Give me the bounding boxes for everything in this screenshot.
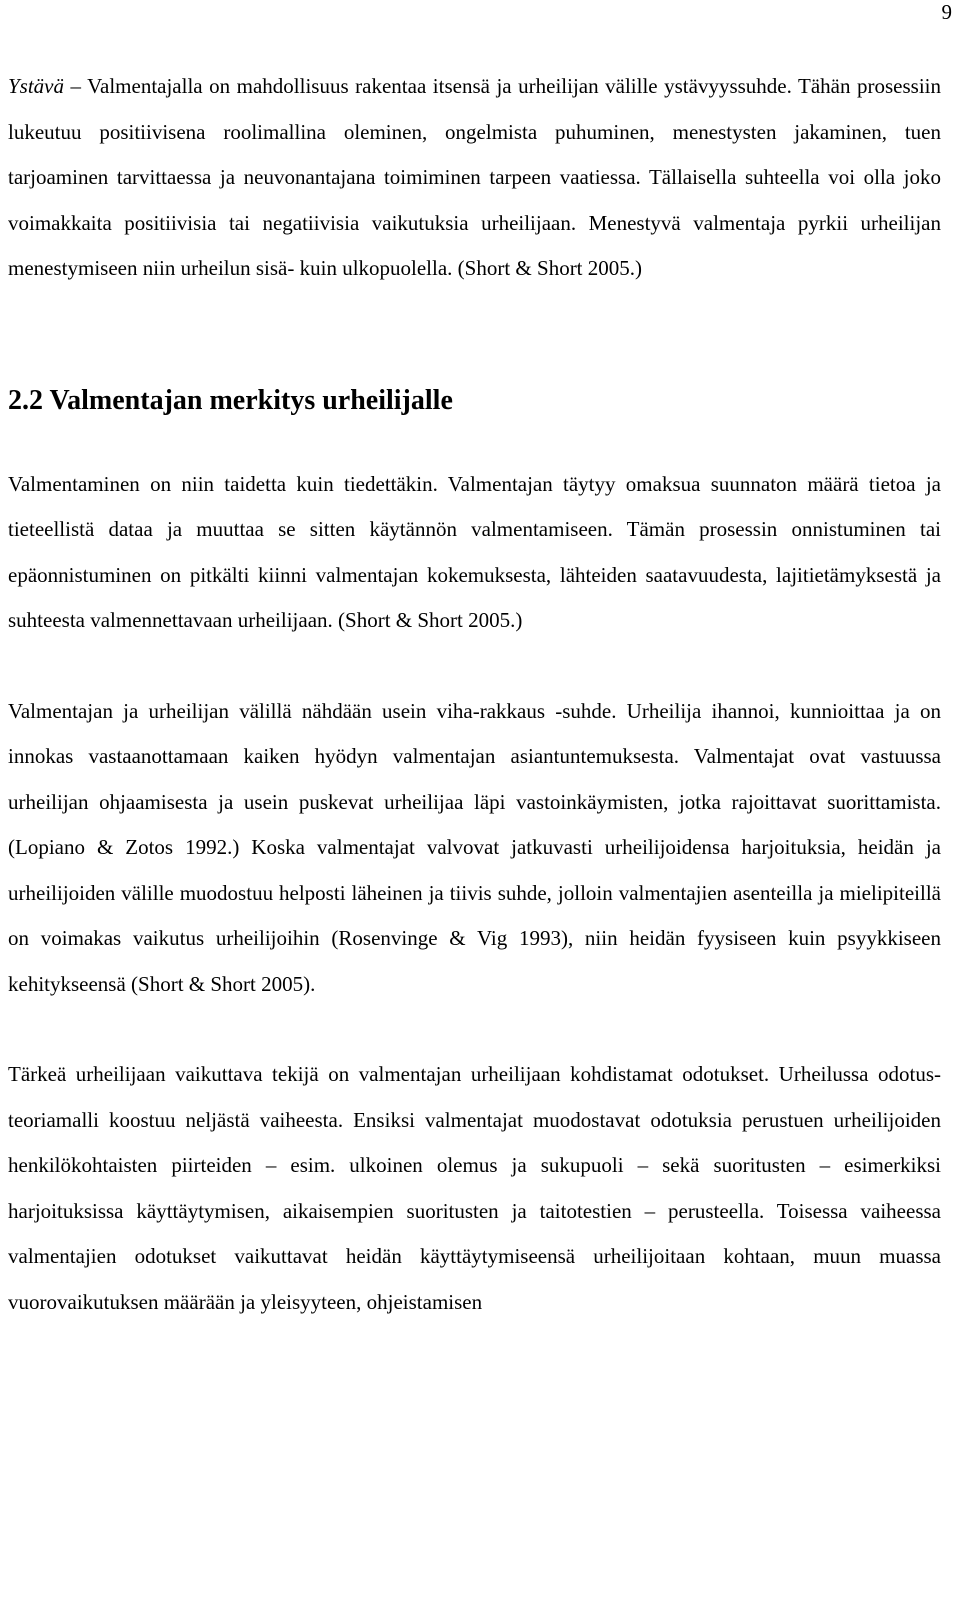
term-label: Ystävä xyxy=(8,74,65,98)
section-heading: 2.2 Valmentajan merkitys urheilijalle xyxy=(8,384,453,416)
body-paragraph-3: Tärkeä urheilijaan vaikuttava tekijä on valmentajan urheilijaan kohdistamat odotukset. Urheilussa odotus-teoriamalli koostuu neljästä vaiheesta. Ensiksi valmentajat muodostavat odotuksia perustuen urheilijoiden henkilökohtaisten piirteiden – esim. ulkoinen olemus ja sukupuoli – sekä suoritusten – esimerkiksi harjoituksissa käyttäytymisen, aikaisempien suoritusten ja taitotestien – perusteella. Toisessa vaiheessa valmentajien odotukset vaikuttavat heidän käyttäytymiseensä urheilijoitaan kohtaan, muun muassa vuorovaikutuksen määrään ja yleisyyteen, ohjeistamisen xyxy=(8,1062,941,1314)
intro-paragraph-text: – Valmentajalla on mahdollisuus rakentaa itsensä ja urheilijan välille ystävyyssuhde. Tähän prosessiin lukeutuu positiivisena roolimallina oleminen, ongelmista puhuminen, menestysten jakaminen, tuen tarjoaminen tarvittaessa ja neuvonantajana toimiminen tarpeen vaatiessa. Tällaisella suhteella voi olla joko voimakkaita positiivisia tai negatiivisia vaikutuksia urheilijaan. Menestyvä valmentaja pyrkii urheilijan menestymiseen niin urheilun sisä- kuin ulkopuolella. (Short & Short 2005.) xyxy=(8,74,941,280)
document-body xyxy=(8,64,941,1325)
body-paragraph-1: Valmentaminen on niin taidetta kuin tiedettäkin. Valmentajan täytyy omaksua suunnaton määrä tietoa ja tieteellistä dataa ja muuttaa se sitten käytännön valmentamiseen. Tämän prosessin onnistuminen tai epäonnistuminen on pitkälti kiinni valmentajan kokemuksesta, lähteiden saatavuudesta, lajitietämyksestä ja suhteesta valmennettavaan urheilijaan. (Short & Short 2005.) xyxy=(8,471,941,632)
body-paragraph-2: Valmentajan ja urheilijan välillä nähdään usein viha-rakkaus -suhde. Urheilija ihannoi, kunnioittaa ja on innokas vastaanottamaan kaiken hyödyn valmentajan asiantuntemuksesta. Valmentajat ovat vastuussa urheilijan ohjaamisesta ja usein puskevat urheilijaa läpi vastoinkäymisten, jotka rajoittavat suorittamista. (Lopiano & Zotos 1992.) Koska valmentajat valvovat jatkuvasti urheilijoidensa harjoituksia, heidän ja urheilijoiden välille muodostuu helposti läheinen ja tiivis suhde, jolloin valmentajien asenteilla ja mielipiteillä on voimakas vaikutus urheilijoihin (Rosenvinge & Vig 1993), niin heidän fyysiseen kuin psyykkiseen kehitykseensä (Short & Short 2005). xyxy=(8,698,941,996)
intro-paragraph xyxy=(8,64,941,292)
page-number: 9 xyxy=(941,0,952,24)
